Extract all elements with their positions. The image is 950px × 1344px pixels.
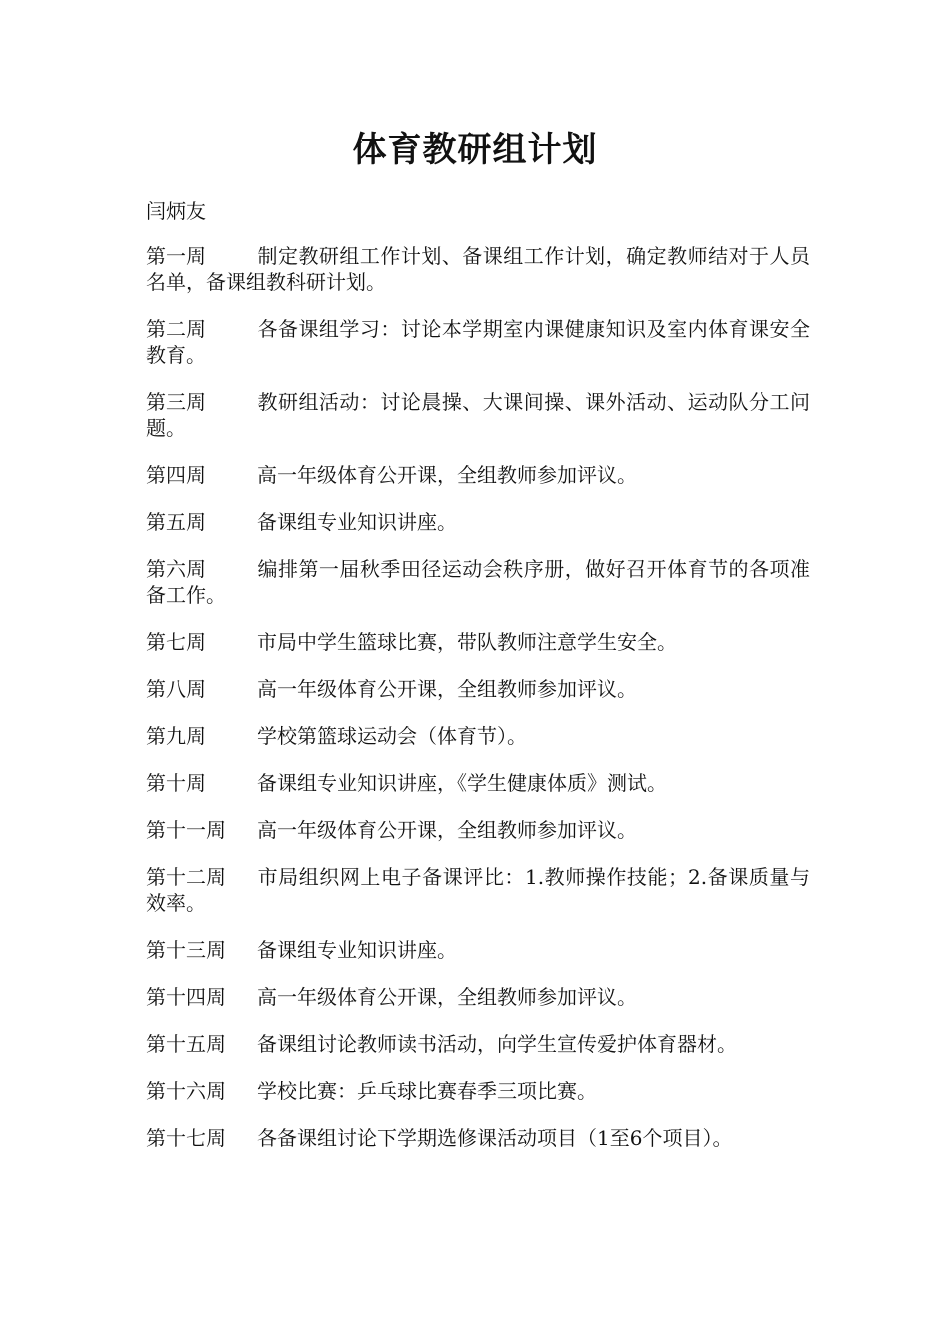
schedule-entry xyxy=(146,817,810,843)
week-label: 第一周 xyxy=(146,244,206,268)
schedule-entry xyxy=(146,243,810,295)
entry-text: 高一年级体育公开课，全组教师参加评议。 xyxy=(257,818,637,842)
entry-text: 学校比赛：乒乓球比赛春季三项比赛。 xyxy=(257,1079,597,1103)
entry-text: 市局组织网上电子备课评比：1.教师操作技能；2.备课质量与效率。 xyxy=(146,865,810,915)
entry-text: 备课组讨论教师读书活动，向学生宣传爱护体育器材。 xyxy=(257,1032,737,1056)
week-label: 第十五周 xyxy=(146,1032,226,1056)
schedule-entry xyxy=(146,556,810,608)
entry-text: 备课组专业知识讲座，《学生健康体质》测试。 xyxy=(257,771,667,795)
schedule-entry xyxy=(146,509,810,535)
schedule-entry xyxy=(146,676,810,702)
entry-text: 高一年级体育公开课，全组教师参加评议。 xyxy=(257,463,637,487)
week-label: 第七周 xyxy=(146,630,206,654)
schedule-entry xyxy=(146,316,810,368)
week-label: 第二周 xyxy=(146,317,206,341)
week-label: 第十三周 xyxy=(146,938,226,962)
entry-text: 高一年级体育公开课，全组教师参加评议。 xyxy=(257,985,637,1009)
week-label: 第十六周 xyxy=(146,1079,226,1103)
entry-text: 教研组活动：讨论晨操、大课间操、课外活动、运动队分工问题。 xyxy=(146,390,810,440)
week-label: 第十周 xyxy=(146,771,206,795)
week-label: 第五周 xyxy=(146,510,206,534)
entry-text: 高一年级体育公开课，全组教师参加评议。 xyxy=(257,677,637,701)
schedule-entry xyxy=(146,1125,810,1151)
schedule-entry xyxy=(146,462,810,488)
week-label: 第三周 xyxy=(146,390,206,414)
schedule-entry xyxy=(146,389,810,441)
week-label: 第八周 xyxy=(146,677,206,701)
page-title: 体育教研组计划 xyxy=(352,130,598,170)
week-label: 第十二周 xyxy=(146,865,226,889)
entry-text: 市局中学生篮球比赛，带队教师注意学生安全。 xyxy=(257,630,677,654)
week-label: 第四周 xyxy=(146,463,206,487)
schedule-entry xyxy=(146,629,810,655)
schedule-entry xyxy=(146,1031,810,1057)
week-label: 第十四周 xyxy=(146,985,226,1009)
schedule-entry xyxy=(146,937,810,963)
week-label: 第十一周 xyxy=(146,818,226,842)
entry-text: 制定教研组工作计划、备课组工作计划，确定教师结对于人员名单，备课组教科研计划。 xyxy=(146,244,810,294)
entry-text: 备课组专业知识讲座。 xyxy=(257,938,457,962)
entry-text: 学校第篮球运动会（体育节）。 xyxy=(257,724,527,748)
week-label: 第十七周 xyxy=(146,1126,226,1150)
author-name: 闫炳友 xyxy=(146,199,206,223)
entry-text: 编排第一届秋季田径运动会秩序册，做好召开体育节的各项准备工作。 xyxy=(146,557,810,607)
schedule-entry xyxy=(146,723,810,749)
entry-text: 备课组专业知识讲座。 xyxy=(257,510,457,534)
week-label: 第九周 xyxy=(146,724,206,748)
entry-text: 各备课组学习：讨论本学期室内课健康知识及室内体育课安全教育。 xyxy=(146,317,810,367)
schedule-entry xyxy=(146,864,810,916)
schedule-entry xyxy=(146,770,810,796)
schedule-entry xyxy=(146,1078,810,1104)
schedule-entry xyxy=(146,984,810,1010)
schedule-list xyxy=(146,243,810,1172)
week-label: 第六周 xyxy=(146,557,206,581)
entry-text: 各备课组讨论下学期选修课活动项目（1至6个项目）。 xyxy=(257,1126,733,1150)
